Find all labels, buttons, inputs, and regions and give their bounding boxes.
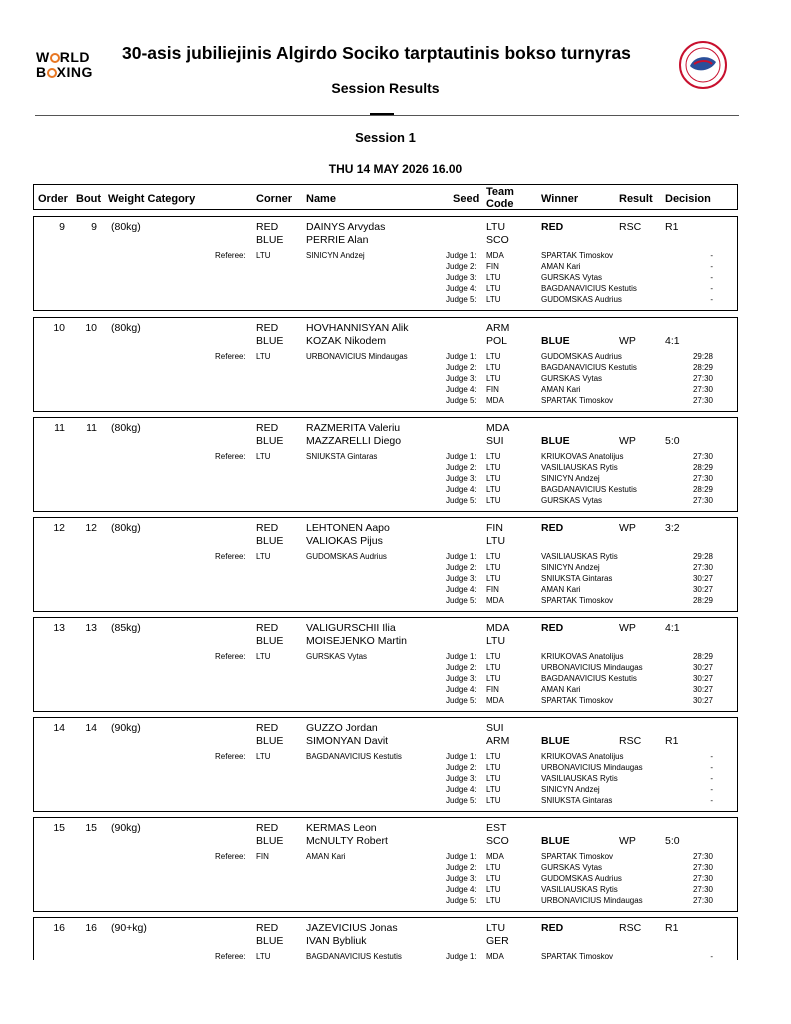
judge-label: Judge 1: [446,652,477,661]
table-header [33,184,738,210]
bout-block [33,717,738,812]
judge-score: 27:30 [692,563,713,572]
result: WP [619,622,636,634]
red-team-code: LTU [486,922,506,934]
judge-label: Judge 2: [446,863,477,872]
judge-name: SNIUKSTA Gintaras [541,796,613,805]
result: WP [619,335,636,347]
judge-name: KRIUKOVAS Anatolijus [541,452,624,461]
judge-score: - [710,262,713,271]
judge-score: 30:27 [692,574,713,583]
bout-order: 14 [53,722,65,734]
corner-blue: BLUE [256,935,284,947]
corner-red: RED [256,422,279,434]
judge-name: BAGDANAVICIUS Kestutis [541,284,637,293]
winner-corner: BLUE [541,435,570,447]
logo-line-2: B XING [36,64,93,80]
corner-red: RED [256,822,279,834]
bout-number: 16 [85,922,97,934]
judge-country: LTU [486,663,501,672]
judge-name: SPARTAK Timoskov [541,251,614,260]
judge-score: 27:30 [692,474,713,483]
judge-country: LTU [486,273,501,282]
judge-label: Judge 3: [446,674,477,683]
judge-country: LTU [486,284,501,293]
judge-name: AMAN Kari [541,685,581,694]
corner-blue: BLUE [256,835,284,847]
session-date: THU 14 MAY 2026 16.00 [328,162,463,176]
judge-name: BAGDANAVICIUS Kestutis [541,485,637,494]
bout-block [33,216,738,311]
bout-number: 9 [91,221,97,233]
referee-label: Referee: [215,652,246,661]
red-boxer-name: KERMAS Leon [306,822,377,834]
col-team-code-2: Code [486,198,514,210]
judge-name: GURSKAS Vytas [541,496,603,505]
judge-label: Judge 2: [446,363,477,372]
red-team-code: EST [486,822,507,834]
judge-country: LTU [486,752,501,761]
corner-red: RED [256,622,279,634]
judge-label: Judge 1: [446,952,477,961]
judge-country: MDA [486,696,504,705]
judge-name: VASILIAUSKAS Rytis [541,885,618,894]
judge-country: LTU [486,485,501,494]
result: WP [619,522,636,534]
judge-score: - [710,273,713,282]
judge-name: URBONAVICIUS Mindaugas [541,763,643,772]
judge-label: Judge 4: [446,385,477,394]
referee-country: LTU [256,352,271,361]
red-team-code: MDA [486,622,510,634]
col-result: Result [619,193,653,205]
judge-score: 28:29 [692,463,713,472]
judge-score: - [710,763,713,772]
judge-label: Judge 5: [446,696,477,705]
weight-category: (90kg) [111,822,141,834]
judge-name: GURSKAS Vytas [541,863,603,872]
judge-country: LTU [486,563,501,572]
judge-label: Judge 1: [446,752,477,761]
red-team-code: FIN [486,522,503,534]
decision: 4:1 [665,335,680,347]
red-team-code: MDA [486,422,510,434]
blue-team-code: GER [486,935,509,947]
referee-name: GUDOMSKAS Audrius [306,552,387,561]
weight-category: (80kg) [111,221,141,233]
red-boxer-name: HOVHANNISYAN Alik [306,322,409,334]
corner-blue: BLUE [256,535,284,547]
judge-score: 28:29 [692,363,713,372]
judge-country: LTU [486,885,501,894]
judge-score: - [710,952,713,961]
decision: R1 [665,922,679,934]
judge-label: Judge 4: [446,685,477,694]
judge-score: 30:27 [692,685,713,694]
judge-country: LTU [486,363,501,372]
ring-icon [50,53,60,63]
referee-label: Referee: [215,852,246,861]
referee-label: Referee: [215,952,246,961]
judge-country: MDA [486,952,504,961]
judge-score: - [710,774,713,783]
judge-label: Judge 5: [446,796,477,805]
bout-order: 13 [53,622,65,634]
bout-order: 15 [53,822,65,834]
bout-number: 13 [85,622,97,634]
result: WP [619,435,636,447]
winner-corner: RED [541,221,564,233]
judge-score: - [710,295,713,304]
bout-block [33,317,738,412]
judge-country: LTU [486,496,501,505]
judge-name: KRIUKOVAS Anatolijus [541,652,624,661]
judge-score: 28:29 [692,596,713,605]
judge-country: LTU [486,874,501,883]
blue-team-code: SUI [486,435,504,447]
judge-label: Judge 3: [446,774,477,783]
judge-country: LTU [486,295,501,304]
judge-name: URBONAVICIUS Mindaugas [541,663,643,672]
judge-label: Judge 1: [446,352,477,361]
blue-boxer-name: MAZZARELLI Diego [306,435,402,447]
blue-team-code: SCO [486,835,509,847]
blue-boxer-name: SIMONYAN Davit [306,735,389,747]
blue-boxer-name: MOISEJENKO Martin [306,635,407,647]
judge-country: LTU [486,785,501,794]
weight-category: (80kg) [111,522,141,534]
decision: R1 [665,221,679,233]
judge-label: Judge 1: [446,452,477,461]
col-team-code-1: Team [486,186,514,198]
referee-country: FIN [256,852,269,861]
judge-country: LTU [486,574,501,583]
judge-country: LTU [486,896,501,905]
judge-country: LTU [486,796,501,805]
judge-name: SINICYN Andzej [541,474,600,483]
result: WP [619,835,636,847]
decision: 5:0 [665,435,680,447]
referee-country: LTU [256,552,271,561]
weight-category: (80kg) [111,322,141,334]
judge-label: Judge 3: [446,474,477,483]
result: RSC [619,922,642,934]
bout-number: 12 [85,522,97,534]
judge-name: SPARTAK Timoskov [541,952,614,961]
referee-name: URBONAVICIUS Mindaugas [306,352,408,361]
session-title: Session 1 [355,130,416,145]
winner-corner: RED [541,622,564,634]
bout-order: 11 [54,422,65,434]
page-subtitle: Session Results [331,80,440,96]
corner-red: RED [256,922,279,934]
red-boxer-name: GUZZO Jordan [306,722,378,734]
col-winner: Winner [541,193,579,205]
judge-label: Judge 2: [446,262,477,271]
judge-score: 27:30 [692,896,713,905]
header-divider-mark [370,113,394,115]
ring-icon [47,68,57,78]
blue-boxer-name: VALIOKAS Pijus [306,535,383,547]
judge-country: MDA [486,596,504,605]
corner-blue: BLUE [256,335,284,347]
bout-number: 14 [85,722,97,734]
red-boxer-name: DAINYS Arvydas [306,221,386,233]
referee-country: LTU [256,952,271,961]
judge-score: 27:30 [692,396,713,405]
referee-name: AMAN Kari [306,852,346,861]
judge-country: LTU [486,652,501,661]
world-boxing-logo [36,50,116,82]
judge-name: VASILIAUSKAS Rytis [541,774,618,783]
col-name: Name [306,193,336,205]
referee-country: LTU [256,652,271,661]
referee-label: Referee: [215,352,246,361]
judge-country: MDA [486,396,504,405]
bout-number: 10 [85,322,97,334]
judge-label: Judge 4: [446,785,477,794]
judge-name: SPARTAK Timoskov [541,596,614,605]
judge-label: Judge 2: [446,763,477,772]
bout-block [33,617,738,712]
col-bout: Bout [76,193,102,205]
col-order: Order [38,193,68,205]
judge-country: LTU [486,352,501,361]
judge-score: 30:27 [692,696,713,705]
corner-blue: BLUE [256,735,284,747]
judge-country: LTU [486,552,501,561]
blue-boxer-name: KOZAK Nikodem [306,335,386,347]
red-team-code: SUI [486,722,504,734]
corner-blue: BLUE [256,234,284,246]
corner-blue: BLUE [256,635,284,647]
referee-name: BAGDANAVICIUS Kestutis [306,952,402,961]
referee-name: SNIUKSTA Gintaras [306,452,378,461]
page-title: 30-asis jubiliejinis Algirdo Sociko tarptautinis bokso turnyras [122,43,631,63]
judge-name: SINICYN Andzej [541,563,600,572]
judge-label: Judge 5: [446,295,477,304]
judge-name: SPARTAK Timoskov [541,696,614,705]
red-team-code: ARM [486,322,510,334]
result: RSC [619,735,642,747]
judge-country: FIN [486,585,499,594]
weight-category: (90kg) [111,722,141,734]
judge-label: Judge 4: [446,585,477,594]
judge-name: SPARTAK Timoskov [541,396,614,405]
red-team-code: LTU [486,221,506,233]
judge-score: 27:30 [692,496,713,505]
judge-country: LTU [486,763,501,772]
bout-order: 12 [53,522,65,534]
judge-country: MDA [486,852,504,861]
blue-boxer-name: PERRIE Alan [306,234,369,246]
judge-country: LTU [486,374,501,383]
judge-name: SPARTAK Timoskov [541,852,614,861]
logo-line-1: W RLD [36,49,90,65]
bout-block [33,417,738,512]
judge-label: Judge 4: [446,284,477,293]
judge-label: Judge 4: [446,885,477,894]
decision: R1 [665,735,679,747]
judge-name: GUDOMSKAS Audrius [541,874,622,883]
bout-order: 10 [53,322,65,334]
judge-score: - [710,284,713,293]
winner-corner: BLUE [541,835,570,847]
judge-country: FIN [486,262,499,271]
judge-name: URBONAVICIUS Mindaugas [541,896,643,905]
judge-country: LTU [486,452,501,461]
judge-score: 27:30 [692,852,713,861]
blue-team-code: LTU [486,635,506,647]
judge-label: Judge 5: [446,896,477,905]
judge-label: Judge 3: [446,574,477,583]
blue-team-code: POL [486,335,508,347]
red-boxer-name: LEHTONEN Aapo [306,522,390,534]
winner-corner: RED [541,522,564,534]
judge-score: - [710,251,713,260]
judge-label: Judge 2: [446,563,477,572]
judge-name: VASILIAUSKAS Rytis [541,463,618,472]
judge-name: GURSKAS Vytas [541,273,603,282]
referee-country: LTU [256,452,271,461]
judge-name: KRIUKOVAS Anatolijus [541,752,624,761]
corner-red: RED [256,221,279,233]
col-decision: Decision [665,193,711,205]
judge-score: 30:27 [692,674,713,683]
weight-category: (85kg) [111,622,141,634]
judge-score: 27:30 [692,452,713,461]
col-weight: Weight Category [108,193,196,205]
judge-label: Judge 5: [446,496,477,505]
judge-country: MDA [486,251,504,260]
judge-name: SNIUKSTA Gintaras [541,574,613,583]
judge-score: 28:29 [692,652,713,661]
referee-name: BAGDANAVICIUS Kestutis [306,752,402,761]
judge-name: SINICYN Andzej [541,785,600,794]
bout-block [33,517,738,612]
header-divider [35,115,739,116]
bout-number: 15 [85,822,97,834]
judge-label: Judge 1: [446,552,477,561]
judge-country: LTU [486,774,501,783]
col-seed: Seed [453,193,480,205]
judge-score: 27:30 [692,374,713,383]
judge-name: GUDOMSKAS Audrius [541,352,622,361]
judge-country: LTU [486,863,501,872]
judge-country: FIN [486,685,499,694]
col-corner: Corner [256,193,293,205]
decision: 3:2 [665,522,680,534]
blue-team-code: SCO [486,234,509,246]
red-boxer-name: JAZEVICIUS Jonas [306,922,398,934]
blue-boxer-name: IVAN Bybliuk [306,935,367,947]
referee-name: GURSKAS Vytas [306,652,368,661]
judge-label: Judge 3: [446,374,477,383]
judge-score: - [710,785,713,794]
result: RSC [619,221,642,233]
judge-score: 27:30 [692,874,713,883]
judge-label: Judge 2: [446,463,477,472]
judge-score: 29:28 [692,552,713,561]
referee-label: Referee: [215,251,246,260]
judge-country: LTU [486,674,501,683]
judge-country: LTU [486,463,501,472]
judge-name: VASILIAUSKAS Rytis [541,552,618,561]
judge-score: - [710,796,713,805]
judge-score: 30:27 [692,663,713,672]
bout-block [33,917,738,960]
corner-red: RED [256,522,279,534]
bout-number: 11 [86,422,97,434]
winner-corner: BLUE [541,335,570,347]
judge-label: Judge 1: [446,852,477,861]
judge-country: LTU [486,474,501,483]
judge-country: FIN [486,385,499,394]
judge-score: 30:27 [692,585,713,594]
referee-label: Referee: [215,752,246,761]
judge-score: 28:29 [692,485,713,494]
judge-name: AMAN Kari [541,385,581,394]
bout-order: 16 [53,922,65,934]
blue-team-code: LTU [486,535,506,547]
judge-label: Judge 3: [446,874,477,883]
weight-category: (90+kg) [111,922,147,934]
red-boxer-name: VALIGURSCHII Ilia [306,622,396,634]
winner-corner: RED [541,922,564,934]
decision: 4:1 [665,622,680,634]
judge-score: 27:30 [692,885,713,894]
judge-name: GUDOMSKAS Audrius [541,295,622,304]
judge-label: Judge 5: [446,596,477,605]
weight-category: (80kg) [111,422,141,434]
bout-block [33,817,738,912]
judge-label: Judge 1: [446,251,477,260]
red-boxer-name: RAZMERITA Valeriu [306,422,401,434]
corner-red: RED [256,322,279,334]
judge-label: Judge 2: [446,663,477,672]
referee-name: SINICYN Andzej [306,251,365,260]
decision: 5:0 [665,835,680,847]
judge-label: Judge 3: [446,273,477,282]
corner-blue: BLUE [256,435,284,447]
referee-country: LTU [256,251,271,260]
judge-score: 27:30 [692,385,713,394]
corner-red: RED [256,722,279,734]
blue-boxer-name: McNULTY Robert [306,835,388,847]
referee-country: LTU [256,752,271,761]
judge-label: Judge 4: [446,485,477,494]
judge-name: AMAN Kari [541,585,581,594]
bout-order: 9 [59,221,65,233]
judge-score: - [710,752,713,761]
federation-seal-icon [678,40,728,90]
judge-name: BAGDANAVICIUS Kestutis [541,674,637,683]
referee-label: Referee: [215,552,246,561]
judge-name: GURSKAS Vytas [541,374,603,383]
judge-label: Judge 5: [446,396,477,405]
judge-score: 29:28 [692,352,713,361]
winner-corner: BLUE [541,735,570,747]
judge-score: 27:30 [692,863,713,872]
judge-name: BAGDANAVICIUS Kestutis [541,363,637,372]
blue-team-code: ARM [486,735,510,747]
referee-label: Referee: [215,452,246,461]
judge-name: AMAN Kari [541,262,581,271]
